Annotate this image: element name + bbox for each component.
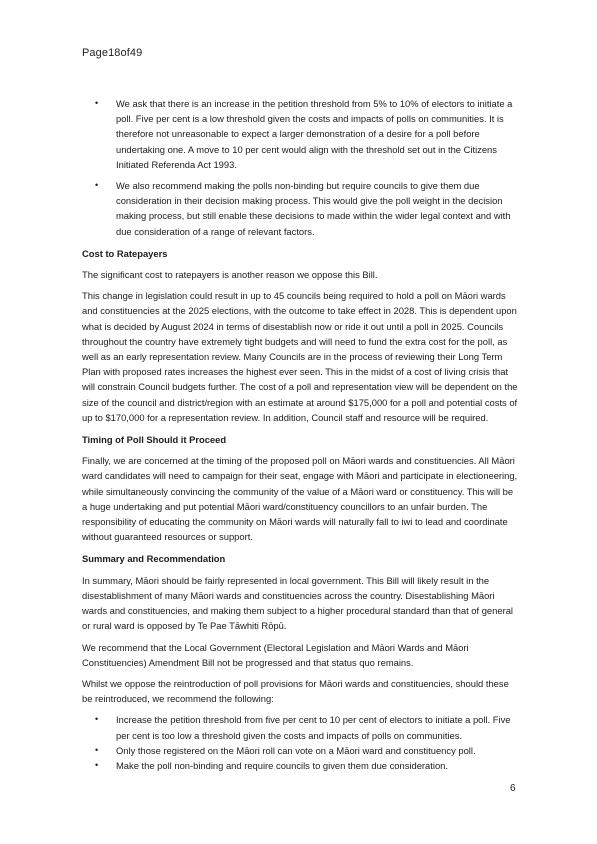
document-body bbox=[82, 96, 519, 773]
list-item-text: We ask that there is an increase in the petition threshold from 5% to 10% of electors to initiate a poll. Five per cent is a low threshold given the costs and impacts of polls on communities. It is therefore not unreasonable to expect a larger demonstration of a desire for a poll before undertaking one. A move to 10 per cent would align with the threshold set out in the Citizens Initiated Referenda Act 1993. bbox=[116, 98, 513, 170]
list-item-text: We also recommend making the polls non-binding but require councils to give them due consideration in their decision making process. This would give the poll weight in the decision making process, but still enable these decisions to made within the wider legal context and with due consideration of a range of relevant factors. bbox=[116, 180, 511, 237]
bullet-list-recommendations bbox=[82, 712, 519, 773]
list-item bbox=[82, 712, 519, 742]
bullet-icon: • bbox=[95, 759, 99, 770]
paragraph: We recommend that the Local Government (Electoral Legislation and Māori Wards and Māori Constituencies) Amendment Bill not be progressed and that status quo remains. bbox=[82, 641, 469, 668]
bullet-icon: • bbox=[95, 714, 99, 725]
paragraph: This change in legislation could result in up to 45 councils being required to hold a poll on Māori wards and constituencies at the 2025 elections, with the outcome to take effect in 2028. This is dependent upon what is decided by August 2024 in terms of disestablish now or ride it out until a poll in 2025. Councils throughout the country have extremely tight budgets and will need to fund the extra cost for the poll, as well as an early representation review. Many Councils are in the process of reviewing their Long Term Plan with proposed rates increases the highest ever seen. This in the midst of a cost of living crisis that will constrain Council budgets further. The cost of a poll and representation view will be dependent on the size of the council and district/region with an estimate at around $175,000 for a poll and potential costs of up to $170,000 for a representation review. In addition, Council staff and resource will be required. bbox=[82, 290, 518, 423]
bullet-list-top bbox=[82, 96, 519, 239]
list-item-text: Make the poll non-binding and require councils to given them due consideration. bbox=[116, 759, 448, 771]
page-number: 6 bbox=[510, 783, 516, 794]
section-heading-cost: Cost to Ratepayers bbox=[82, 247, 168, 259]
paragraph: The significant cost to ratepayers is another reason we oppose this Bill. bbox=[82, 269, 378, 281]
list-item bbox=[82, 96, 519, 172]
page-header-label: Page18of49 bbox=[82, 47, 143, 59]
paragraph: Finally, we are concerned at the timing of the proposed poll on Māori wards and constituencies. All Māori ward candidates will need to campaign for their seat, engage with Māori and participate in electioneering, while simultaneously convincing the community of the value of a Māori ward or constituency. This will be a huge undertaking and put potential Māori ward/constituency councillors to an unfair burden. The responsibility of educating the community on Māori wards will naturally fall to iwi to lead and coordinate without guaranteed resources or support. bbox=[82, 455, 518, 543]
bullet-icon: • bbox=[95, 98, 99, 108]
list-item-text: Only those registered on the Māori roll can vote on a Māori ward and constituency poll. bbox=[116, 744, 476, 756]
list-item bbox=[82, 178, 519, 239]
bullet-icon: • bbox=[95, 744, 99, 755]
paragraph: Whilst we oppose the reintroduction of poll provisions for Māori wards and constituencies, should these be reintroduced, we recommend the following: bbox=[82, 677, 509, 705]
paragraph: In summary, Māori should be fairly represented in local government. This Bill will likely result in the disestablishment of many Māori wards and constituencies across the country. Disestablishing Māori wards and constituencies, and making them subject to a higher procedural standard than that of general or rural ward is opposed by Te Pae Tāwhiti Rōpū. bbox=[82, 574, 513, 632]
bullet-icon: • bbox=[95, 180, 99, 191]
section-heading-timing: Timing of Poll Should it Proceed bbox=[82, 434, 227, 446]
list-item-text: Increase the petition threshold from five per cent to 10 per cent of electors to initiate a poll. Five per cent is too low a threshold given the costs and impacts of polls on communities. bbox=[116, 714, 511, 741]
section-heading-summary: Summary and Recommendation bbox=[82, 553, 226, 565]
list-item bbox=[82, 743, 519, 758]
list-item bbox=[82, 758, 519, 773]
